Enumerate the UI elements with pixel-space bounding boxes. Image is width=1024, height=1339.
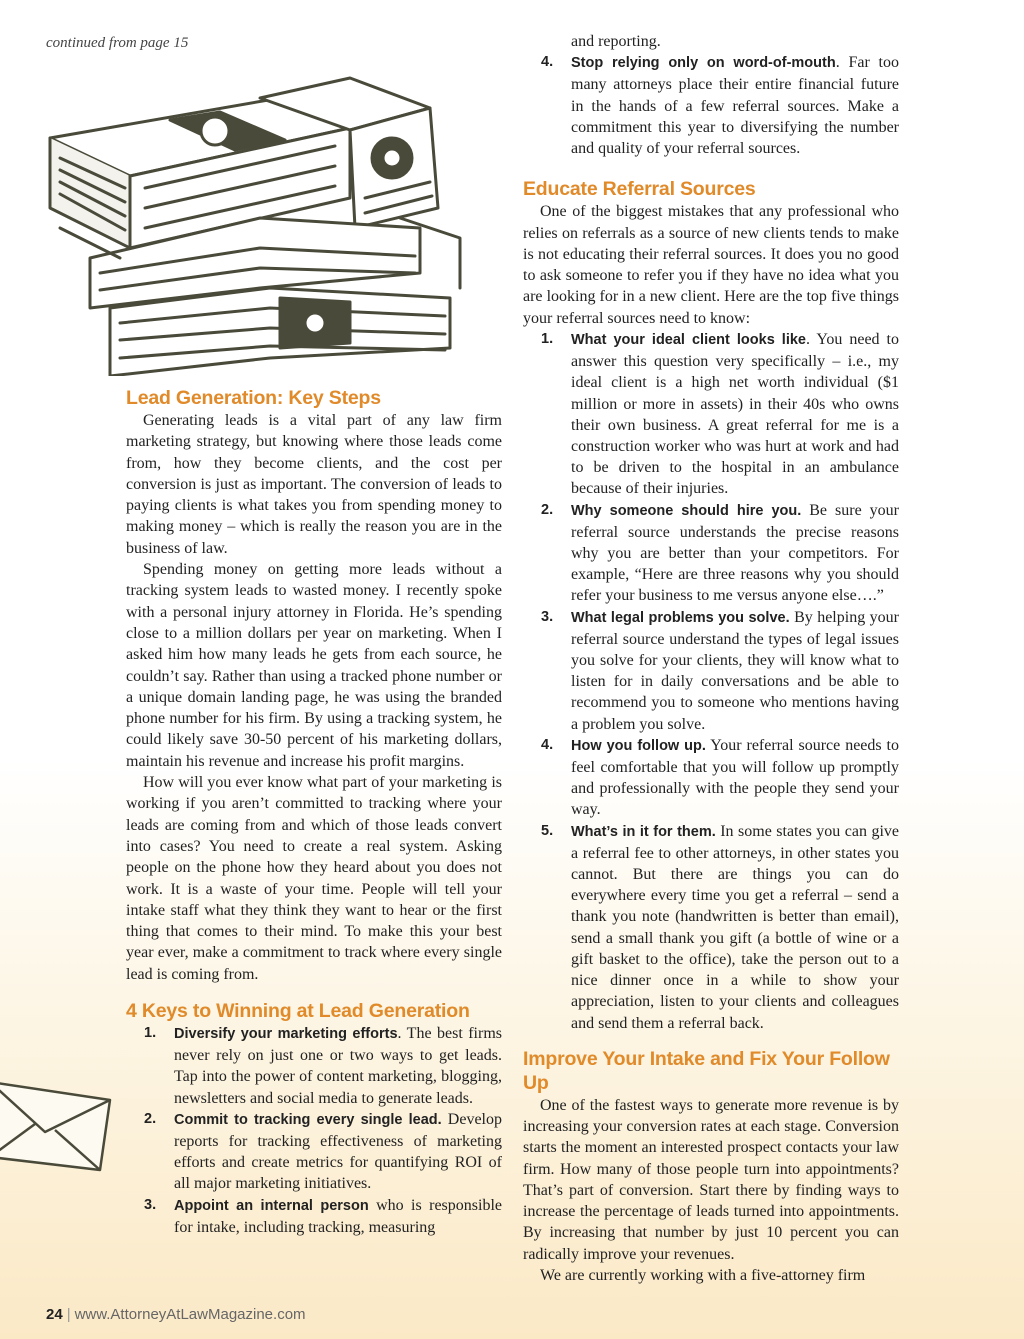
paragraph: We are currently working with a five-attorney firm (540, 1267, 866, 1285)
list-item: 1. What your ideal client looks like. You need to answer this question very specifically – i.e., my ideal client is a high net worth individual ($1 million or more in assets) in their 40s who owns their own business. A great referral for me is a construction worker who was hurt at work and had to be driven to the hospital in an ambulance because of their injuries. (541, 331, 899, 498)
list-item: 3. Appoint an internal person who is responsible for intake, including tracking, measuring (144, 1196, 502, 1236)
heading-improve-intake: Improve Your Intake and Fix Your Follow Up (523, 1047, 890, 1094)
paragraph: How will you ever know what part of your marketing is working if you aren’t committed to tracking where your leads are coming from and which of those leads convert into cases? You need to create a real system. Asking people on the phone how they heard about you does not work. It is a waste of your time. People will tell your intake staff what they think they want to hear or the first thing that comes to their mind. To make this your best year ever, make a commitment to track where every single lead is coming from. (126, 774, 502, 983)
heading-lead-generation: Lead Generation: Key Steps (126, 387, 381, 409)
list-item: 4. How you follow up. Your referral source needs to feel comfortable that you will follow up promptly and professionally with the people they send your way. (541, 736, 900, 819)
heading-4-keys: 4 Keys to Winning at Lead Generation (126, 1000, 470, 1023)
money-stack-illustration (20, 58, 490, 376)
list-item: 2. Why someone should hire you. Be sure your referral source understands the precise reasons why you are better than your competitors. For example, “Here are three reasons why you should refer your business to me versus anyone else….” (541, 501, 899, 605)
paragraph: One of the fastest ways to generate more revenue is by increasing your conversion rates at each stage. Conversion starts the moment an interested prospect contacts your law firm. How many of those people turn into appointments? That’s part of conversion. Start there by finding ways to increase the percentage of leads turned into appointments. By increasing that number by just 10 percent you can radically improve your revenues. (523, 1096, 899, 1263)
page-footer (46, 1306, 306, 1323)
envelope-illustration (0, 1062, 120, 1182)
paragraph: One of the biggest mistakes that any professional who relies on referrals as a source of new clients tends to make is not educating their referral sources. It does you no good to ask someone to refer you if they have no idea what you are looking for in a new client. Here are the top five things your referral sources need to know: (523, 203, 899, 327)
left-column (126, 386, 502, 1238)
referral-things-list (523, 329, 899, 1034)
list-item: 5. What’s in it for them. In some states you can give a referral fee to other attorneys, in other states you cannot. But there are things you can do everywhere every time you get a referral – send a thank you note (handwritten is better than email), send a small thank you gift (a bottle of wine or a gift basket to the office), take the person out to a nice dinner once in a while to show your appreciation, listen to your clients and colleagues and send them a referral back. (541, 822, 899, 1032)
continued-note: continued from page 15 (46, 35, 189, 51)
keys-list-continued (523, 31, 899, 159)
list-item: and reporting. (571, 33, 661, 50)
heading-educate-referral: Educate Referral Sources (523, 178, 756, 201)
footer-separator: | (66, 1306, 71, 1323)
page-number: 24 (46, 1306, 63, 1323)
list-item: 1. Diversify your marketing efforts. The best firms never rely on just one or two ways to get leads. Tap into the power of content marketing, blogging, newsletters and social media to generate leads. (144, 1025, 502, 1107)
paragraph: Generating leads is a vital part of any law firm marketing strategy, but knowing where those leads come from, how they become clients, and the cost per conversion is just as important. The conversion of leads to paying clients is what takes you from spending money to making money – which is really the reason you are in the business of law. (126, 412, 502, 557)
right-column (523, 31, 899, 1286)
website-link[interactable]: www.AttorneyAtLawMagazine.com (74, 1306, 306, 1323)
keys-list (126, 1023, 502, 1238)
list-item: 3. What legal problems you solve. By helping your referral source understand the types of legal issues you solve for your clients, they will know what to listen for in daily conversations and be able to recommend you to someone who mentions having a problem you solve. (541, 608, 899, 733)
list-item: 4. Stop relying only on word-of-mouth. Far too many attorneys place their entire financial future in the hands of a few referral sources. Make a commitment this year to diversifying the number and quality of your referral sources. (541, 54, 899, 158)
list-item: 2. Commit to tracking every single lead. Develop reports for tracking effectiveness of marketing efforts and create metrics for quantifying ROI of all major marketing initiatives. (144, 1110, 502, 1193)
paragraph: Spending money on getting more leads without a tracking system leads to wasted money. I recently spoke with a personal injury attorney in Florida. He’s spending close to a million dollars per year on marketing. When I asked him how many leads he gets from each source, he couldn’t say. Rather than using a tracked phone number or a unique domain landing page, he was using the branded phone number for his firm. By using a tracking system, he could likely save 30-50 percent of his marketing dollars, maintain his revenue and increase his profit margins. (126, 561, 502, 770)
